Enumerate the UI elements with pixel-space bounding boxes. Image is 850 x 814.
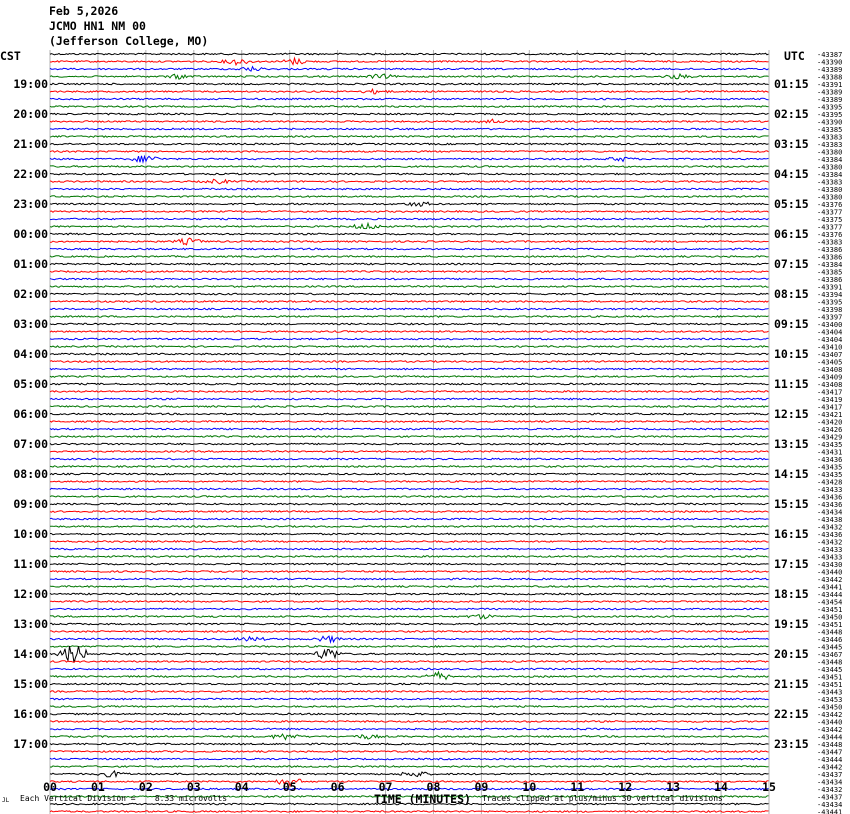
trace-offset-label: -43395 — [817, 298, 843, 307]
trace-offset-label: -43421 — [817, 411, 843, 419]
trace-offset-label: -43446 — [817, 636, 843, 644]
right-zone-label: UTC — [784, 49, 805, 63]
trace-29 — [50, 271, 769, 273]
trace-56 — [50, 473, 769, 475]
trace-offset-label: -43405 — [817, 358, 843, 367]
cst-hour-label: 07:00 — [13, 437, 48, 451]
trace-45 — [50, 391, 769, 393]
trace-90 — [50, 728, 769, 730]
trace-offset-label: -43434 — [817, 508, 843, 517]
trace-54 — [50, 458, 769, 460]
trace-offset-label: -43380 — [817, 193, 843, 202]
cst-hour-label: 06:00 — [13, 407, 48, 421]
x-tick-label: 12 — [618, 780, 633, 794]
trace-10 — [50, 128, 769, 130]
trace-7 — [50, 106, 769, 108]
trace-offset-label: -43432 — [817, 523, 843, 532]
trace-43 — [50, 376, 769, 378]
trace-offset-label: -43436 — [817, 493, 843, 502]
trace-offset-label: -43448 — [817, 741, 843, 749]
trace-offset-label: -43377 — [817, 223, 843, 232]
trace-offset-label: -43389 — [817, 66, 843, 74]
header-station: JCMO HN1 NM 00 — [49, 19, 146, 33]
trace-offset-label: -43408 — [817, 366, 843, 374]
trace-offset-label: -43434 — [817, 778, 843, 787]
cst-hour-label: 16:00 — [13, 707, 48, 721]
trace-offset-label: -43433 — [817, 486, 843, 494]
x-tick-label: 10 — [522, 780, 537, 794]
trace-2 — [50, 67, 769, 72]
utc-hour-label: 04:15 — [774, 167, 809, 181]
trace-85 — [50, 691, 769, 693]
trace-offset-label: -43433 — [817, 546, 843, 554]
trace-80 — [50, 646, 769, 663]
trace-offset-label: -43390 — [817, 58, 843, 67]
trace-offset-label: -43444 — [817, 733, 843, 742]
trace-offset-label: -43383 — [817, 133, 843, 142]
trace-19 — [50, 196, 769, 198]
trace-offset-label: -43447 — [817, 748, 843, 757]
trace-86 — [50, 698, 769, 700]
trace-offset-label: -43445 — [817, 666, 843, 674]
cst-hour-label: 23:00 — [13, 197, 48, 211]
trace-offset-label: -43453 — [817, 696, 843, 704]
trace-27 — [50, 256, 769, 258]
trace-64 — [50, 533, 769, 535]
cst-hour-label: 19:00 — [13, 77, 48, 91]
utc-hour-label: 13:15 — [774, 437, 809, 451]
trace-46 — [50, 398, 769, 400]
trace-offset-label: -43376 — [817, 231, 843, 239]
trace-1 — [50, 58, 769, 65]
trace-offset-label: -43385 — [817, 126, 843, 134]
utc-hour-label: 06:15 — [774, 227, 809, 241]
x-tick-label: 02 — [138, 780, 153, 794]
trace-offset-label: -43441 — [817, 808, 843, 814]
trace-98 — [50, 788, 769, 790]
trace-14 — [50, 156, 769, 162]
trace-20 — [50, 202, 769, 206]
trace-offset-label: -43442 — [817, 726, 843, 734]
trace-offset-label: -43397 — [817, 313, 843, 322]
trace-49 — [50, 421, 769, 423]
trace-18 — [50, 188, 769, 190]
trace-16 — [50, 173, 769, 175]
cst-hour-label: 21:00 — [13, 137, 48, 151]
x-tick-label: 05 — [282, 780, 297, 794]
trace-36 — [50, 323, 769, 325]
trace-offset-label: -43386 — [817, 246, 843, 254]
trace-44 — [50, 383, 769, 385]
trace-52 — [50, 443, 769, 445]
trace-24 — [50, 233, 769, 235]
trace-offset-label: -43389 — [817, 88, 843, 97]
cst-hour-label: 09:00 — [13, 497, 48, 511]
trace-offset-label: -43383 — [817, 141, 843, 149]
utc-hour-label: 03:15 — [774, 137, 809, 151]
trace-offset-label: -43435 — [817, 441, 843, 449]
trace-21 — [50, 211, 769, 213]
utc-hour-label: 21:15 — [774, 677, 809, 691]
cst-hour-label: 14:00 — [13, 647, 48, 661]
trace-22 — [50, 218, 769, 220]
trace-offset-label: -43442 — [817, 576, 843, 584]
cst-hour-label: 02:00 — [13, 287, 48, 301]
trace-30 — [50, 278, 769, 280]
cst-hour-label: 03:00 — [13, 317, 48, 331]
trace-offset-label: -43440 — [817, 568, 843, 577]
trace-offset-label: -43429 — [817, 433, 843, 442]
utc-hour-label: 22:15 — [774, 707, 809, 721]
trace-42 — [50, 368, 769, 370]
trace-95 — [50, 766, 769, 768]
trace-offset-label: -43451 — [817, 673, 843, 682]
trace-offset-label: -43390 — [817, 118, 843, 127]
header-date: Feb 5,2026 — [49, 4, 119, 18]
footer-mark: JL — [2, 797, 10, 804]
trace-88 — [50, 713, 769, 715]
trace-offset-label: -43400 — [817, 321, 843, 329]
trace-25 — [50, 238, 769, 245]
x-tick-label: 01 — [91, 780, 105, 794]
trace-81 — [50, 661, 769, 663]
trace-offset-label: -43420 — [817, 418, 843, 427]
trace-offset-label: -43426 — [817, 426, 843, 434]
trace-offset-label: -43384 — [817, 156, 843, 164]
trace-4 — [50, 83, 769, 85]
trace-offset-label: -43385 — [817, 268, 843, 277]
trace-82 — [50, 668, 769, 670]
trace-6 — [50, 98, 769, 100]
trace-8 — [50, 113, 769, 115]
trace-39 — [50, 346, 769, 348]
trace-offset-label: -43428 — [817, 478, 843, 487]
trace-66 — [50, 548, 769, 550]
trace-offset-label: -43435 — [817, 463, 843, 472]
trace-offset-label: -43404 — [817, 328, 843, 337]
x-tick-label: 00 — [43, 780, 57, 794]
trace-offset-label: -43435 — [817, 471, 843, 479]
utc-hour-label: 17:15 — [774, 557, 809, 571]
trace-offset-label: -43395 — [817, 103, 843, 112]
trace-offset-label: -43432 — [817, 538, 843, 547]
trace-offset-label: -43407 — [817, 351, 843, 359]
utc-hour-label: 19:15 — [774, 617, 809, 631]
trace-71 — [50, 586, 769, 588]
utc-hour-label: 20:15 — [774, 647, 809, 661]
trace-91 — [50, 734, 769, 739]
trace-57 — [50, 481, 769, 483]
trace-offset-label: -43387 — [817, 51, 843, 59]
trace-72 — [50, 593, 769, 595]
trace-offset-label: -43410 — [817, 343, 843, 352]
cst-hour-label: 15:00 — [13, 677, 48, 691]
trace-61 — [50, 511, 769, 513]
trace-26 — [50, 248, 769, 250]
trace-offset-label: -43388 — [817, 73, 843, 82]
x-axis-title: TIME (MINUTES) — [374, 792, 471, 806]
footer-clip-note: Traces clipped at plus/minus 30 vertical divisions — [482, 794, 723, 803]
trace-offset-label: -43436 — [817, 501, 843, 509]
trace-0 — [50, 53, 769, 55]
trace-offset-label: -43409 — [817, 373, 843, 382]
trace-13 — [50, 151, 769, 153]
trace-63 — [50, 526, 769, 528]
trace-17 — [50, 179, 769, 184]
utc-hour-label: 08:15 — [774, 287, 809, 301]
utc-hour-label: 23:15 — [774, 737, 809, 751]
cst-hour-label: 11:00 — [13, 557, 48, 571]
trace-76 — [50, 623, 769, 625]
footer-scale-note: Each Vertical Division = 8.33 microvolts — [20, 794, 228, 803]
trace-92 — [50, 743, 769, 745]
trace-offset-label: -43432 — [817, 786, 843, 794]
utc-hour-label: 18:15 — [774, 587, 809, 601]
x-tick-label: 11 — [570, 780, 585, 794]
utc-hour-label: 16:15 — [774, 527, 809, 541]
trace-offset-label: -43448 — [817, 658, 843, 667]
trace-5 — [50, 89, 769, 94]
trace-offset-label: -43442 — [817, 763, 843, 772]
trace-9 — [50, 119, 769, 123]
trace-38 — [50, 338, 769, 340]
trace-offset-label: -43376 — [817, 201, 843, 209]
seismic-traces — [50, 53, 769, 814]
trace-offset-label: -43389 — [817, 96, 843, 104]
trace-35 — [50, 316, 769, 318]
trace-offset-label: -43391 — [817, 283, 843, 292]
trace-offset-label: -43398 — [817, 306, 843, 314]
trace-offset-label: -43384 — [817, 261, 843, 269]
trace-78 — [50, 636, 769, 642]
trace-offset-label: -43430 — [817, 561, 843, 569]
trace-offset-label: -43391 — [817, 81, 843, 89]
trace-offset-label: -43380 — [817, 186, 843, 194]
trace-68 — [50, 563, 769, 565]
utc-hour-label: 05:15 — [774, 197, 809, 211]
trace-offset-label: -43380 — [817, 163, 843, 172]
cst-hour-label: 08:00 — [13, 467, 48, 481]
trace-offset-label: -43431 — [817, 448, 843, 457]
trace-offset-label: -43404 — [817, 336, 843, 344]
cst-hour-label: 12:00 — [13, 587, 48, 601]
trace-offset-label: -43437 — [817, 793, 843, 802]
trace-offset-label: -43380 — [817, 148, 843, 157]
cst-hour-label: 10:00 — [13, 527, 48, 541]
cst-hour-label: 22:00 — [13, 167, 48, 181]
utc-hour-label: 09:15 — [774, 317, 809, 331]
trace-31 — [50, 286, 769, 288]
trace-60 — [50, 503, 769, 505]
trace-offset-label: -43394 — [817, 291, 843, 299]
trace-offset-label: -43437 — [817, 771, 843, 779]
trace-12 — [50, 143, 769, 145]
trace-offset-label: -43377 — [817, 208, 843, 217]
trace-93 — [50, 751, 769, 753]
utc-hour-label: 14:15 — [774, 467, 809, 481]
trace-67 — [50, 556, 769, 558]
trace-offset-label: -43383 — [817, 178, 843, 187]
x-tick-label: 04 — [234, 780, 249, 794]
x-tick-label: 08 — [426, 780, 441, 794]
trace-96 — [50, 771, 769, 777]
trace-51 — [50, 436, 769, 438]
x-tick-label: 07 — [378, 780, 393, 794]
utc-hour-label: 12:15 — [774, 407, 809, 421]
trace-53 — [50, 451, 769, 453]
trace-offset-label: -43395 — [817, 111, 843, 119]
trace-87 — [50, 706, 769, 708]
utc-hour-label: 15:15 — [774, 497, 809, 511]
trace-offset-label: -43442 — [817, 711, 843, 719]
trace-offset-label: -43444 — [817, 756, 843, 764]
trace-offset-label: -43408 — [817, 381, 843, 389]
trace-offset-label: -43440 — [817, 718, 843, 727]
trace-69 — [50, 571, 769, 573]
utc-hour-label: 02:15 — [774, 107, 809, 121]
trace-74 — [50, 608, 769, 610]
trace-offset-label: -43434 — [817, 801, 843, 809]
trace-offset-label: -43386 — [817, 253, 843, 262]
trace-offset-label: -43436 — [817, 531, 843, 539]
trace-offset-label: -43445 — [817, 643, 843, 652]
cst-hour-label: 13:00 — [13, 617, 48, 631]
trace-offset-label: -43451 — [817, 681, 843, 689]
cst-hour-label: 20:00 — [13, 107, 48, 121]
trace-84 — [50, 683, 769, 685]
trace-offset-label: -43438 — [817, 516, 843, 524]
trace-offset-label: -43384 — [817, 171, 843, 179]
trace-94 — [50, 758, 769, 760]
trace-offset-label: -43450 — [817, 613, 843, 622]
utc-hour-label: 11:15 — [774, 377, 809, 391]
trace-75 — [50, 615, 769, 619]
trace-offset-label: -43443 — [817, 688, 843, 697]
trace-offset-label: -43444 — [817, 591, 843, 599]
trace-offset-label: -43417 — [817, 403, 843, 412]
left-zone-label: CST — [0, 49, 21, 63]
trace-79 — [50, 646, 769, 648]
trace-offset-label: -43417 — [817, 388, 843, 397]
trace-offset-label: -43451 — [817, 606, 843, 614]
trace-97 — [50, 779, 769, 786]
x-tick-label: 09 — [474, 780, 489, 794]
trace-offset-label: -43450 — [817, 703, 843, 712]
trace-40 — [50, 353, 769, 355]
cst-hour-label: 05:00 — [13, 377, 48, 391]
x-tick-label: 15 — [762, 780, 776, 794]
x-tick-label: 13 — [666, 780, 681, 794]
trace-offset-label: -43448 — [817, 628, 843, 637]
cst-hour-label: 01:00 — [13, 257, 48, 271]
trace-offset-label: -43451 — [817, 621, 843, 629]
utc-hour-label: 10:15 — [774, 347, 809, 361]
trace-11 — [50, 136, 769, 138]
trace-offset-label: -43436 — [817, 456, 843, 464]
trace-34 — [50, 308, 769, 310]
trace-55 — [50, 466, 769, 468]
trace-89 — [50, 721, 769, 723]
trace-offset-label: -43419 — [817, 396, 843, 404]
x-tick-label: 03 — [186, 780, 201, 794]
trace-101 — [50, 811, 769, 813]
trace-offset-label: -43383 — [817, 238, 843, 247]
trace-3 — [50, 74, 769, 79]
cst-hour-label: 04:00 — [13, 347, 48, 361]
trace-41 — [50, 361, 769, 363]
x-tick-label: 14 — [714, 780, 728, 794]
trace-73 — [50, 601, 769, 603]
utc-hour-label: 07:15 — [774, 257, 809, 271]
trace-offset-label: -43454 — [817, 598, 843, 607]
cst-hour-label: 17:00 — [13, 737, 48, 751]
trace-33 — [50, 301, 769, 303]
trace-62 — [50, 518, 769, 520]
trace-offset-label: -43386 — [817, 276, 843, 284]
trace-58 — [50, 488, 769, 490]
trace-28 — [50, 263, 769, 265]
trace-offset-label: -43467 — [817, 651, 843, 659]
trace-offset-label: -43375 — [817, 216, 843, 224]
trace-offset-label: -43433 — [817, 553, 843, 562]
header-location: (Jefferson College, MO) — [49, 34, 209, 48]
trace-offset-label: -43441 — [817, 583, 843, 592]
utc-hour-label: 01:15 — [774, 77, 809, 91]
cst-hour-label: 00:00 — [13, 227, 48, 241]
trace-50 — [50, 428, 769, 430]
trace-65 — [50, 541, 769, 543]
trace-83 — [50, 672, 769, 679]
trace-32 — [50, 293, 769, 295]
trace-70 — [50, 578, 769, 580]
trace-37 — [50, 331, 769, 333]
trace-59 — [50, 496, 769, 498]
trace-48 — [50, 413, 769, 415]
trace-77 — [50, 631, 769, 633]
trace-47 — [50, 406, 769, 408]
trace-23 — [50, 223, 769, 228]
trace-15 — [50, 166, 769, 168]
x-tick-label: 06 — [330, 780, 345, 794]
